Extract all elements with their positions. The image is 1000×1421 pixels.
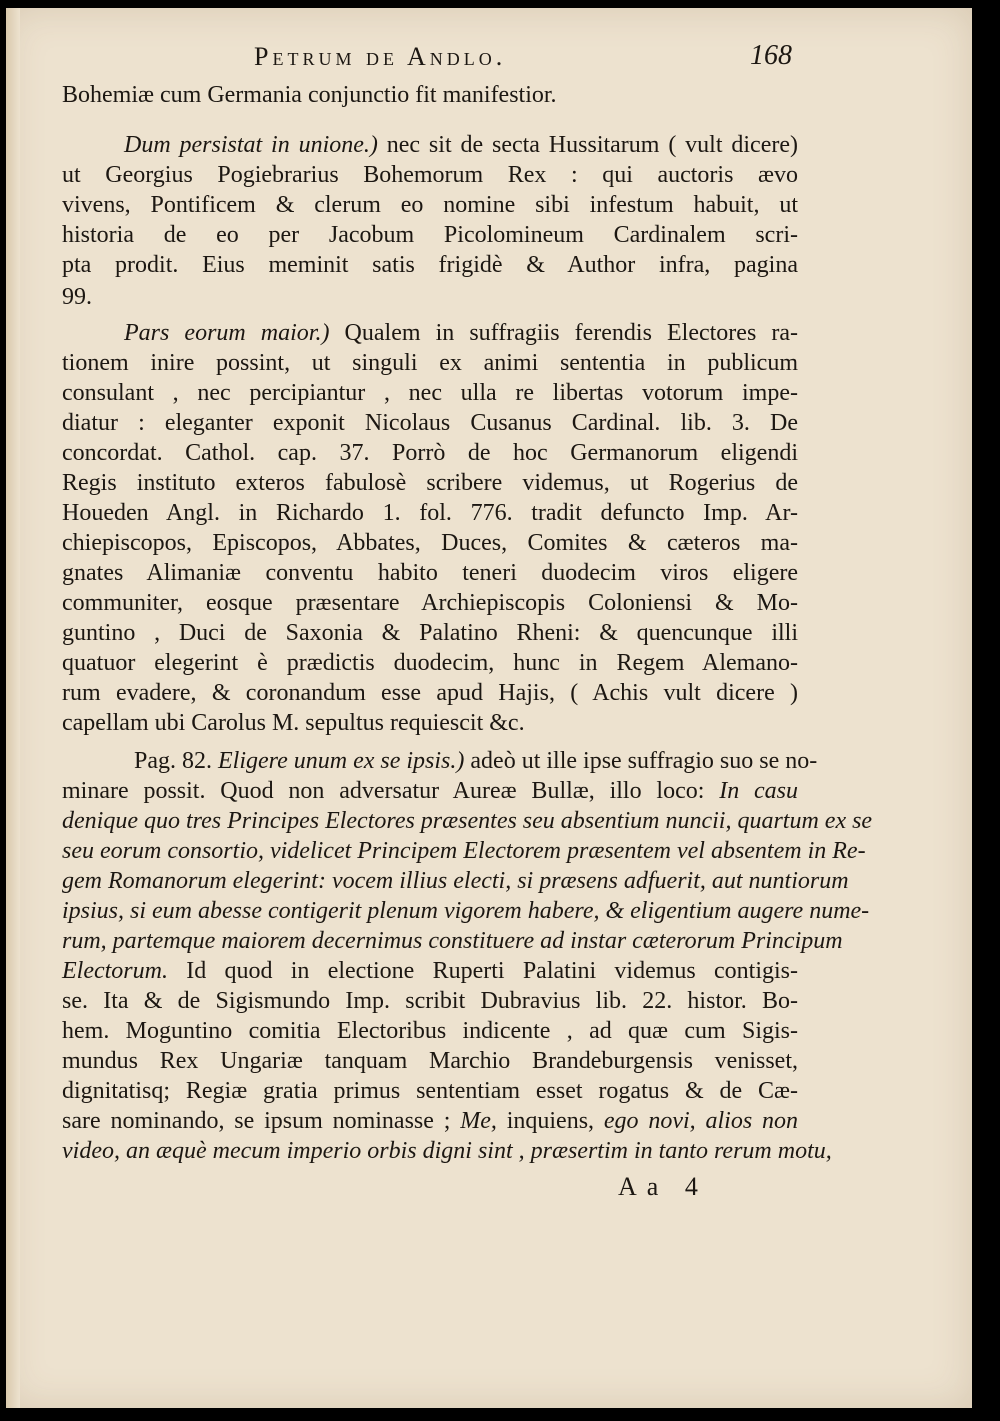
line-text: mundus Rex Ungariæ tanquam Marchio Brandeburgensis venisset, — [62, 1048, 798, 1074]
italic-lemma: Pars eorum maior.) — [124, 320, 330, 346]
line-text: communiter, eosque præsentare Archiepiscopis Coloniensi & Mo- — [62, 590, 798, 616]
text-line — [62, 80, 798, 110]
text-line — [62, 866, 849, 896]
line-text: se. Ita & de Sigismundo Imp. scribit Dubravius lib. 22. histor. Bo- — [62, 988, 798, 1014]
line-text: consulant , nec percipiantur , nec ulla re libertas votorum impe- — [62, 380, 798, 406]
line-text: hem. Moguntino comitia Electoribus indicente , ad quæ cum Sigis- — [62, 1018, 798, 1044]
italic-lemma: gem Romanorum elegerint: vocem illius electi, si præsens adfuerit, aut nuntiorum — [62, 868, 849, 894]
line-text: nec sit de secta Hussitarum ( vult dicere) — [377, 132, 798, 158]
italic-lemma: seu eorum consortio, videlicet Principem Electorem præsentem vel absentem in Re- — [62, 838, 866, 864]
line-text: dignitatisq; Regiæ gratia primus sententiam esset rogatus & de Cæ- — [62, 1078, 798, 1104]
italic-lemma: Dum persistat in unione.) — [124, 132, 378, 158]
text-line — [62, 468, 798, 498]
text-line — [62, 348, 798, 378]
italic-lemma: ipsius, si eum abesse contigerit plenum vigorem habere, & eligentium augere nume- — [62, 898, 870, 924]
line-text: pta prodit. Eius meminit satis frigidè & Author infra, pagina — [62, 252, 798, 278]
text-line — [62, 250, 798, 280]
text-line — [62, 986, 798, 1016]
line-text: inquiens, — [496, 1108, 604, 1134]
text-line — [62, 708, 798, 738]
text-line — [62, 1046, 798, 1076]
line-text: ut Georgius Pogiebrarius Bohemorum Rex : qui auctoris ævo — [62, 162, 798, 188]
text-line — [62, 498, 798, 528]
line-text: Id quod in electione Ruperti Palatini videmus contigis- — [167, 958, 798, 984]
italic-lemma: ego novi, alios non — [603, 1108, 798, 1134]
line-text: Houeden Angl. in Richardo 1. fol. 776. tradit defuncto Imp. Ar- — [62, 500, 798, 526]
page-number: 168 — [750, 40, 792, 71]
running-title: Petrum de Andlo. — [254, 42, 507, 71]
text-line — [62, 190, 798, 220]
italic-lemma: Electorum. — [62, 958, 168, 984]
text-line — [62, 220, 798, 250]
line-text: minare possit. Quod non adversatur Aureæ Bullæ, illo loco: — [62, 778, 720, 804]
line-text: vivens, Pontificem & clerum eo nomine sibi infestum habuit, ut — [62, 192, 798, 218]
text-line — [62, 896, 870, 926]
book-page — [6, 8, 972, 1408]
line-text: Qualem in suffragiis ferendis Electores ra- — [329, 320, 798, 346]
line-text: tionem inire possint, ut singuli ex animi sententia in publicum — [62, 350, 798, 376]
line-text: Bohemiæ cum Germania conjunctio fit manifestior. — [62, 82, 557, 108]
line-text: Regis instituto exteros fabulosè scribere videmus, ut Rogerius de — [62, 470, 798, 496]
line-text: Pag. 82. — [134, 748, 218, 774]
text-line — [62, 438, 798, 468]
line-text: guntino , Duci de Saxonia & Palatino Rheni: & quencunque illi — [62, 620, 798, 646]
line-text: quatuor elegerint è prædictis duodecim, hunc in Regem Alemano- — [62, 650, 798, 676]
text-line — [134, 746, 818, 776]
italic-lemma: denique quo tres Principes Electores præsentes seu absentium nuncii, quartum ex se — [62, 808, 873, 834]
text-line — [62, 282, 798, 312]
line-text: adeò ut ille ipse suffragio suo se no- — [464, 748, 818, 774]
line-text: sare nominando, se ipsum nominasse ; — [62, 1108, 461, 1134]
text-line — [62, 806, 873, 836]
page-gutter — [6, 8, 20, 1408]
text-line — [62, 836, 866, 866]
text-line — [62, 1076, 798, 1106]
line-text: gnates Alimaniæ conventu habito teneri duodecim viros eligere — [62, 560, 798, 586]
italic-lemma: rum, partemque maiorem decernimus constituere ad instar cæterorum Principum — [62, 928, 843, 954]
signature-mark: Aa 4 — [618, 1172, 708, 1201]
line-text: 99. — [62, 284, 92, 310]
text-line — [62, 956, 798, 986]
text-line — [62, 678, 798, 708]
italic-lemma: Me, — [460, 1108, 497, 1134]
text-line — [62, 588, 798, 618]
text-line — [124, 318, 798, 348]
text-line — [62, 378, 798, 408]
line-text: diatur : eleganter exponit Nicolaus Cusanus Cardinal. lib. 3. De — [62, 410, 798, 436]
line-text: chiepiscopos, Episcopos, Abbates, Duces, Comites & cæteros ma- — [62, 530, 798, 556]
line-text: capellam ubi Carolus M. sepultus requiescit &c. — [62, 710, 525, 736]
text-line — [62, 1106, 798, 1136]
text-line — [62, 648, 798, 678]
text-line — [62, 618, 798, 648]
line-text: concordat. Cathol. cap. 37. Porrò de hoc Germanorum eligendi — [62, 440, 798, 466]
text-line — [62, 160, 798, 190]
text-line — [62, 528, 798, 558]
text-line — [62, 558, 798, 588]
italic-lemma: video, an æquè mecum imperio orbis digni sint , præsertim in tanto rerum motu, — [62, 1138, 832, 1164]
italic-lemma: In casu — [719, 778, 799, 804]
text-line — [62, 776, 798, 806]
line-text: historia de eo per Jacobum Picolomineum Cardinalem scri- — [62, 222, 798, 248]
text-line — [62, 1016, 798, 1046]
line-text: rum evadere, & coronandum esse apud Hajis, ( Achis vult dicere ) — [62, 680, 798, 706]
italic-lemma: Eligere unum ex se ipsis.) — [218, 748, 465, 774]
text-line — [62, 408, 798, 438]
text-line — [124, 130, 798, 160]
text-line — [62, 926, 843, 956]
text-line — [62, 1136, 832, 1166]
